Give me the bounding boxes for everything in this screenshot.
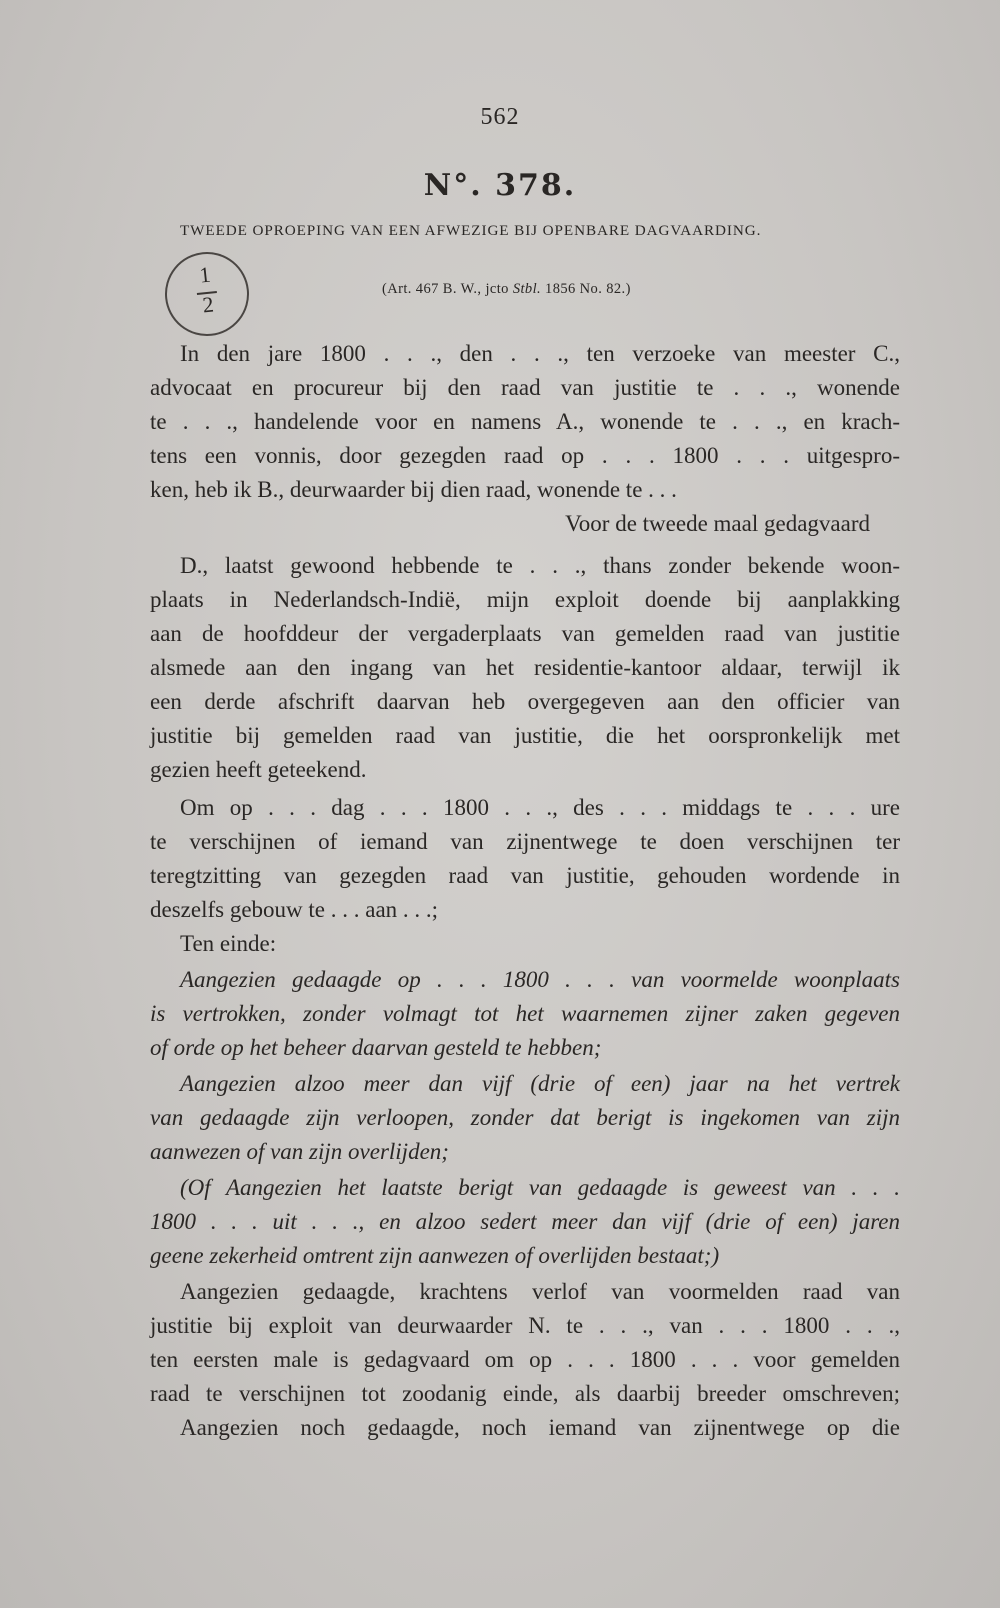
fraction-stamp <box>161 248 253 340</box>
body-line: Aangezien noch gedaagde, noch iemand van zijnentwege op die <box>180 1415 900 1440</box>
body-line: Aangezien gedaagde op . . . 1800 . . . van voormelde woonplaats <box>180 967 900 992</box>
body-line: plaats in Nederlandsch-Indië, mijn exploit doende bij aanplakking <box>150 587 900 612</box>
body-line: of orde op het beheer daarvan gesteld te hebben; <box>150 1035 602 1060</box>
body-line: te verschijnen of iemand van zijnentwege te doen verschijnen ter <box>150 829 900 854</box>
body-line: is vertrokken, zonder volmagt tot het waarnemen zijner zaken gegeven <box>150 1001 900 1026</box>
body-line: aanwezen of van zijn overlijden; <box>150 1139 449 1164</box>
body-line: ten eersten male is gedagvaard om op . . . 1800 . . . voor gemelden <box>150 1347 900 1372</box>
body-line: In den jare 1800 . . ., den . . ., ten verzoeke van meester C., <box>180 341 900 366</box>
article-ref-stbl: Stbl. <box>512 281 542 297</box>
body-line: justitie bij exploit van deurwaarder N. te . . ., van . . . 1800 . . ., <box>150 1313 900 1338</box>
summons-heading: Voor de tweede maal gedagvaard <box>565 511 870 536</box>
body-line: (Of Aangezien het laatste berigt van gedaagde is geweest van . . . <box>180 1175 900 1200</box>
body-line: te . . ., handelende voor en namens A., wonende te . . ., en krach- <box>150 409 900 434</box>
body-line: teregtzitting van gezegden raad van justitie, gehouden wordende in <box>150 863 900 888</box>
body-line: Aangezien gedaagde, krachtens verlof van voormelden raad van <box>180 1279 900 1304</box>
body-line: advocaat en procureur bij den raad van justitie te . . ., wonende <box>150 375 900 400</box>
document-number: N°. 378. <box>423 168 577 203</box>
article-ref-suffix: 1856 No. 82.) <box>541 281 631 297</box>
body-line: aan de hoofddeur der vergaderplaats van gemelden raad van justitie <box>150 621 900 646</box>
body-line: deszelfs gebouw te . . . aan . . .; <box>150 897 439 922</box>
stamp-numerator: 1 <box>198 261 212 288</box>
body-line: een derde afschrift daarvan heb overgegeven aan den officier van <box>150 689 900 714</box>
body-line: Om op . . . dag . . . 1800 . . ., des . . . middags te . . . ure <box>180 795 900 820</box>
body-line: Aangezien alzoo meer dan vijf (drie of een) jaar na het vertrek <box>180 1071 900 1096</box>
body-line: justitie bij gemelden raad van justitie, die het oorspronkelijk met <box>150 723 900 748</box>
stamp-denominator: 2 <box>201 291 215 318</box>
body-line: van gedaagde zijn verloopen, zonder dat berigt is ingekomen van zijn <box>150 1105 900 1130</box>
article-reference <box>382 281 631 298</box>
body-line: alsmede aan den ingang van het residentie-kantoor aldaar, terwijl ik <box>150 655 900 680</box>
page-number: 562 <box>480 104 520 130</box>
body-line: raad te verschijnen tot zoodanig einde, als daarbij breeder omschreven; <box>150 1381 900 1406</box>
document-title: TWEEDE OPROEPING VAN EEN AFWEZIGE BIJ OPENBARE DAGVAARDING. <box>180 222 762 239</box>
body-line: geene zekerheid omtrent zijn aanwezen of overlijden bestaat;) <box>150 1243 720 1268</box>
body-line: ken, heb ik B., deurwaarder bij dien raad, wonende te . . . <box>150 477 677 502</box>
body-line: 1800 . . . uit . . ., en alzoo sedert meer dan vijf (drie of een) jaren <box>150 1209 900 1234</box>
body-line: tens een vonnis, door gezegden raad op . . . 1800 . . . uitgespro- <box>150 443 900 468</box>
body-line: gezien heeft geteekend. <box>150 757 367 782</box>
article-ref-prefix: (Art. 467 B. W., jcto <box>382 281 513 297</box>
section-heading: Ten einde: <box>180 931 277 956</box>
body-line: D., laatst gewoond hebbende te . . ., thans zonder bekende woon- <box>180 553 900 578</box>
